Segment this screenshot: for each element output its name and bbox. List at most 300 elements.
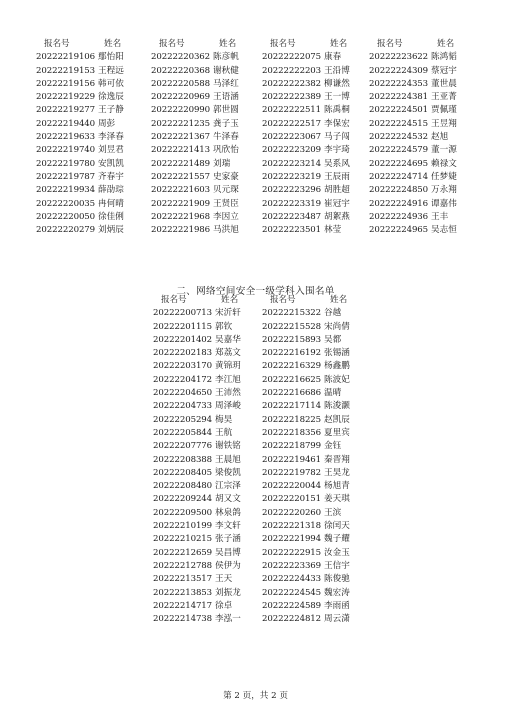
registration-number: 20222221489: [151, 158, 211, 169]
candidate-name: 陈彦帆: [213, 52, 239, 63]
registration-number: 20222214717: [153, 600, 213, 611]
list-item: [151, 211, 263, 224]
list-item: [369, 144, 481, 157]
registration-number: 20222205294: [153, 414, 213, 425]
list-item: [262, 414, 374, 427]
list-item: [36, 78, 148, 91]
registration-number: 20222210215: [153, 534, 213, 545]
candidate-name: 张锡涵: [324, 348, 350, 359]
list-item: [153, 507, 265, 520]
candidate-name: 汝金玉: [324, 547, 350, 558]
header-registration-number: 报名号: [161, 295, 187, 305]
list-item: [262, 211, 374, 224]
candidate-name: 徐逸辰: [98, 92, 124, 103]
candidate-name: 马洪旭: [213, 225, 239, 236]
list-item: [262, 334, 374, 347]
registration-number: 20222224579: [369, 145, 429, 156]
list-item: [151, 78, 263, 91]
list-item: [262, 347, 374, 360]
registration-number: 20222221367: [151, 132, 211, 143]
candidate-name: 崔冠宇: [324, 198, 350, 209]
list-item: [36, 118, 148, 131]
candidate-name: 江宗泽: [215, 481, 241, 492]
name-list-column: [153, 294, 265, 626]
list-item: [262, 184, 374, 197]
list-item: [262, 91, 374, 104]
candidate-name: 王一博: [324, 92, 350, 103]
list-item: [262, 321, 374, 334]
candidate-name: 齐春宇: [98, 171, 124, 182]
candidate-name: 徐闰天: [324, 521, 350, 532]
candidate-name: 王沿博: [324, 65, 350, 76]
registration-number: 20222221909: [151, 198, 211, 209]
candidate-name: 徐佳俐: [98, 211, 124, 222]
registration-number: 20222220279: [36, 225, 96, 236]
registration-number: 20222207776: [153, 441, 213, 452]
candidate-name: 刘昱君: [98, 145, 124, 156]
header-registration-number: 报名号: [377, 39, 403, 49]
list-item: [151, 224, 263, 237]
registration-number: 20222221413: [151, 145, 211, 156]
list-item: [369, 184, 481, 197]
list-item: [153, 520, 265, 533]
candidate-name: 刘炳辰: [98, 225, 124, 236]
registration-number: 20222220260: [262, 507, 322, 518]
list-item: [151, 131, 263, 144]
list-item: [262, 440, 374, 453]
candidate-name: 马子闯: [324, 132, 350, 143]
registration-number: 20222204650: [153, 388, 213, 399]
candidate-name: 陈禹桐: [324, 105, 350, 116]
column-header-row: [369, 38, 481, 51]
candidate-name: 李泽春: [98, 132, 124, 143]
registration-number: 20222200713: [153, 308, 213, 319]
list-item: [151, 51, 263, 64]
registration-number: 20222224936: [369, 211, 429, 222]
list-item: [153, 321, 265, 334]
list-item: [153, 480, 265, 493]
candidate-name: 郭世圆: [213, 105, 239, 116]
registration-number: 20222222915: [262, 547, 322, 558]
name-list-column: [262, 38, 374, 237]
list-item: [262, 158, 374, 171]
candidate-name: 马泽红: [213, 78, 239, 89]
list-item: [262, 454, 374, 467]
candidate-name: 赖禄文: [431, 158, 457, 169]
list-item: [262, 493, 374, 506]
registration-number: 20222224381: [369, 92, 429, 103]
registration-number: 20222215893: [262, 334, 322, 345]
list-item: [369, 171, 481, 184]
registration-number: 20222222517: [262, 118, 322, 129]
registration-number: 20222224714: [369, 171, 429, 182]
registration-number: 20222214738: [153, 614, 213, 625]
candidate-name: 刘瑞: [213, 158, 231, 169]
candidate-name: 王程远: [98, 65, 124, 76]
registration-number: 20222209500: [153, 507, 213, 518]
registration-number: 20222202183: [153, 348, 213, 359]
candidate-name: 姜天琪: [324, 494, 350, 505]
list-item: [369, 211, 481, 224]
list-item: [262, 118, 374, 131]
list-item: [153, 454, 265, 467]
candidate-name: 康春: [324, 52, 342, 63]
registration-number: 20222222511: [262, 105, 322, 116]
registration-number: 20222219440: [36, 118, 96, 129]
registration-number: 20222204172: [153, 374, 213, 385]
list-item: [262, 131, 374, 144]
section-title: 二、网络空间安全一级学科入围名单: [176, 286, 335, 297]
list-item: [36, 51, 148, 64]
registration-number: 20222215528: [262, 321, 322, 332]
registration-number: 20222223219: [262, 171, 322, 182]
list-item: [153, 414, 265, 427]
list-item: [262, 374, 374, 387]
candidate-name: 赵凯辰: [324, 414, 350, 425]
registration-number: 20222216625: [262, 374, 322, 385]
header-name: 姓名: [219, 39, 237, 49]
registration-number: 20222201115: [153, 321, 213, 332]
column-header-row: [151, 38, 263, 51]
column-header-row: [262, 38, 374, 51]
registration-number: 20222203170: [153, 361, 213, 372]
registration-number: 20222205844: [153, 427, 213, 438]
candidate-name: 谢铁铭: [215, 441, 241, 452]
candidate-name: 李雨函: [324, 600, 350, 611]
registration-number: 20222222075: [262, 52, 322, 63]
list-item: [369, 65, 481, 78]
list-item: [36, 131, 148, 144]
list-item: [36, 171, 148, 184]
registration-number: 20222204733: [153, 401, 213, 412]
list-item: [153, 547, 265, 560]
candidate-name: 王贤臣: [213, 198, 239, 209]
registration-number: 20222221994: [262, 534, 322, 545]
candidate-name: 吴嘉华: [215, 334, 241, 345]
registration-number: 20222224965: [369, 225, 429, 236]
registration-number: 20222220969: [151, 92, 211, 103]
candidate-name: 刘振龙: [215, 587, 241, 598]
candidate-name: 韩可依: [98, 78, 124, 89]
registration-number: 20222220151: [262, 494, 322, 505]
list-item: [262, 560, 374, 573]
list-item: [36, 65, 148, 78]
candidate-name: 胡絮燕: [324, 211, 350, 222]
registration-number: 20222221235: [151, 118, 211, 129]
candidate-name: 秦晋翔: [324, 454, 350, 465]
registration-number: 20222220588: [151, 78, 211, 89]
candidate-name: 吴系风: [324, 158, 350, 169]
list-item: [153, 467, 265, 480]
list-item: [153, 533, 265, 546]
list-item: [36, 91, 148, 104]
candidate-name: 金钰: [324, 441, 342, 452]
registration-number: 20222220362: [151, 52, 211, 63]
list-item: [262, 360, 374, 373]
candidate-name: 王沛然: [215, 388, 241, 399]
list-item: [262, 171, 374, 184]
name-list-column: [36, 38, 148, 237]
registration-number: 20222223296: [262, 185, 322, 196]
column-header-row: [262, 294, 374, 307]
candidate-name: 史家豪: [213, 171, 239, 182]
candidate-name: 吴都: [324, 334, 342, 345]
registration-number: 20222223622: [369, 52, 429, 63]
registration-number: 20222210199: [153, 521, 213, 532]
list-item: [262, 198, 374, 211]
registration-number: 20222223067: [262, 132, 322, 143]
candidate-name: 胡又文: [215, 494, 241, 505]
registration-number: 20222224812: [262, 614, 322, 625]
candidate-name: 黄锦玥: [215, 361, 241, 372]
header-registration-number: 报名号: [270, 39, 296, 49]
list-item: [151, 171, 263, 184]
candidate-name: 李因立: [213, 211, 239, 222]
candidate-name: 王丰: [431, 211, 449, 222]
registration-number: 20222220035: [36, 198, 96, 209]
list-item: [262, 224, 374, 237]
registration-number: 20222213517: [153, 574, 213, 585]
header-registration-number: 报名号: [270, 295, 296, 305]
list-item: [153, 573, 265, 586]
candidate-name: 柳谦然: [324, 78, 350, 89]
candidate-name: 王亚菁: [431, 92, 457, 103]
list-item: [153, 440, 265, 453]
candidate-name: 冉何晴: [98, 198, 124, 209]
candidate-name: 王信宇: [324, 560, 350, 571]
candidate-name: 董世晨: [431, 78, 457, 89]
candidate-name: 吴志恒: [431, 225, 457, 236]
registration-number: 20222224532: [369, 132, 429, 143]
list-item: [262, 78, 374, 91]
candidate-name: 徐卓: [215, 600, 233, 611]
registration-number: 20222218225: [262, 414, 322, 425]
candidate-name: 侯伊为: [215, 560, 241, 571]
registration-number: 20222220368: [151, 65, 211, 76]
candidate-name: 王晨旭: [215, 454, 241, 465]
list-item: [262, 600, 374, 613]
page-footer: 第 2 页，共 2 页: [223, 691, 288, 701]
list-item: [151, 184, 263, 197]
registration-number: 20222208480: [153, 481, 213, 492]
candidate-name: 陈俊驰: [324, 574, 350, 585]
registration-number: 20222208388: [153, 454, 213, 465]
registration-number: 20222218799: [262, 441, 322, 452]
registration-number: 20222224916: [369, 198, 429, 209]
candidate-name: 巩欣怡: [213, 145, 239, 156]
registration-number: 20222219633: [36, 132, 96, 143]
registration-number: 20222224695: [369, 158, 429, 169]
candidate-name: 董一源: [431, 145, 457, 156]
candidate-name: 鄢怡阳: [98, 52, 124, 63]
candidate-name: 王昱翔: [431, 118, 457, 129]
list-item: [262, 573, 374, 586]
candidate-name: 陈波妃: [324, 374, 350, 385]
list-item: [262, 507, 374, 520]
candidate-name: 谭嘉伟: [431, 198, 457, 209]
list-item: [151, 65, 263, 78]
list-item: [262, 613, 374, 626]
candidate-name: 梁俊凯: [215, 467, 241, 478]
list-item: [262, 51, 374, 64]
registration-number: 20222217114: [262, 401, 322, 412]
candidate-name: 李江旭: [215, 374, 241, 385]
registration-number: 20222221603: [151, 185, 211, 196]
registration-number: 20222222382: [262, 78, 322, 89]
candidate-name: 王子静: [98, 105, 124, 116]
registration-number: 20222216686: [262, 388, 322, 399]
list-item: [262, 533, 374, 546]
candidate-name: 林莹: [324, 225, 342, 236]
candidate-name: 蔡冠宇: [431, 65, 457, 76]
registration-number: 20222216192: [262, 348, 322, 359]
list-item: [36, 224, 148, 237]
registration-number: 20222221986: [151, 225, 211, 236]
registration-number: 20222219934: [36, 185, 96, 196]
candidate-name: 王辰雨: [324, 171, 350, 182]
registration-number: 20222224433: [262, 574, 322, 585]
candidate-name: 杨鑫鹏: [324, 361, 350, 372]
list-item: [153, 334, 265, 347]
header-registration-number: 报名号: [44, 39, 70, 49]
name-list-column: [369, 38, 481, 237]
list-item: [151, 118, 263, 131]
candidate-name: 万永翔: [431, 185, 457, 196]
list-item: [153, 613, 265, 626]
list-item: [153, 600, 265, 613]
list-item: [153, 400, 265, 413]
list-item: [153, 560, 265, 573]
list-item: [369, 104, 481, 117]
list-item: [262, 307, 374, 320]
registration-number: 20222219740: [36, 145, 96, 156]
registration-number: 20222220050: [36, 211, 96, 222]
list-item: [262, 427, 374, 440]
name-list-column: [151, 38, 263, 237]
candidate-name: 李保宏: [324, 118, 350, 129]
list-item: [153, 360, 265, 373]
candidate-name: 温晴: [324, 388, 342, 399]
column-header-row: [153, 294, 265, 307]
candidate-name: 薛劭琮: [98, 185, 124, 196]
candidate-name: 谷越: [324, 308, 342, 319]
registration-number: 20222219787: [36, 171, 96, 182]
candidate-name: 牛泽春: [213, 132, 239, 143]
registration-number: 20222223487: [262, 211, 322, 222]
list-item: [153, 307, 265, 320]
registration-number: 20222221557: [151, 171, 211, 182]
registration-number: 20222223369: [262, 560, 322, 571]
candidate-name: 郭钦: [215, 321, 233, 332]
list-item: [153, 587, 265, 600]
list-item: [262, 587, 374, 600]
list-item: [369, 51, 481, 64]
candidate-name: 胡胜超: [324, 185, 350, 196]
registration-number: 20222219277: [36, 105, 96, 116]
list-item: [262, 387, 374, 400]
list-item: [36, 104, 148, 117]
candidate-name: 吴昌博: [215, 547, 241, 558]
list-item: [36, 198, 148, 211]
candidate-name: 宋沂轩: [215, 308, 241, 319]
header-name: 姓名: [437, 39, 455, 49]
candidate-name: 张子涵: [215, 534, 241, 545]
list-item: [153, 374, 265, 387]
candidate-name: 周云潇: [324, 614, 350, 625]
registration-number: 20222219156: [36, 78, 96, 89]
list-item: [369, 158, 481, 171]
registration-number: 20222221968: [151, 211, 211, 222]
registration-number: 20222223319: [262, 198, 322, 209]
candidate-name: 贝元琛: [213, 185, 239, 196]
list-item: [262, 520, 374, 533]
candidate-name: 龚子玉: [213, 118, 239, 129]
registration-number: 20222223209: [262, 145, 322, 156]
list-item: [151, 158, 263, 171]
list-item: [262, 480, 374, 493]
registration-number: 20222220044: [262, 481, 322, 492]
list-item: [153, 387, 265, 400]
list-item: [151, 198, 263, 211]
candidate-name: 周彭: [98, 118, 116, 129]
registration-number: 20222219461: [262, 454, 322, 465]
registration-number: 20222224589: [262, 600, 322, 611]
registration-number: 20222221318: [262, 521, 322, 532]
candidate-name: 贾佩瑾: [431, 105, 457, 116]
list-item: [36, 184, 148, 197]
header-name: 姓名: [221, 295, 239, 305]
candidate-name: 杨旭青: [324, 481, 350, 492]
header-name: 姓名: [330, 295, 348, 305]
candidate-name: 李泓一: [215, 614, 241, 625]
candidate-name: 安凯凯: [98, 158, 124, 169]
registration-number: 20222212788: [153, 560, 213, 571]
registration-number: 20222224501: [369, 105, 429, 116]
list-item: [151, 144, 263, 157]
candidate-name: 谢秋健: [213, 65, 239, 76]
registration-number: 20222223214: [262, 158, 322, 169]
candidate-name: 王昊龙: [324, 467, 350, 478]
registration-number: 20222224353: [369, 78, 429, 89]
list-item: [369, 224, 481, 237]
list-item: [369, 78, 481, 91]
candidate-name: 梅昊: [215, 414, 233, 425]
candidate-name: 陈浚灏: [324, 401, 350, 412]
candidate-name: 郑荔文: [215, 348, 241, 359]
list-item: [262, 65, 374, 78]
registration-number: 20222218356: [262, 427, 322, 438]
registration-number: 20222213853: [153, 587, 213, 598]
registration-number: 20222212659: [153, 547, 213, 558]
list-item: [262, 400, 374, 413]
candidate-name: 夏里宾: [324, 427, 350, 438]
registration-number: 20222224515: [369, 118, 429, 129]
list-item: [153, 347, 265, 360]
list-item: [36, 158, 148, 171]
list-item: [369, 118, 481, 131]
candidate-name: 宋尚倩: [324, 321, 350, 332]
list-item: [36, 144, 148, 157]
candidate-name: 王航: [215, 427, 233, 438]
registration-number: 20222224545: [262, 587, 322, 598]
list-item: [369, 198, 481, 211]
column-header-row: [36, 38, 148, 51]
list-item: [262, 547, 374, 560]
header-registration-number: 报名号: [159, 39, 185, 49]
candidate-name: 李文轩: [215, 521, 241, 532]
registration-number: 20222219106: [36, 52, 96, 63]
registration-number: 20222208405: [153, 467, 213, 478]
